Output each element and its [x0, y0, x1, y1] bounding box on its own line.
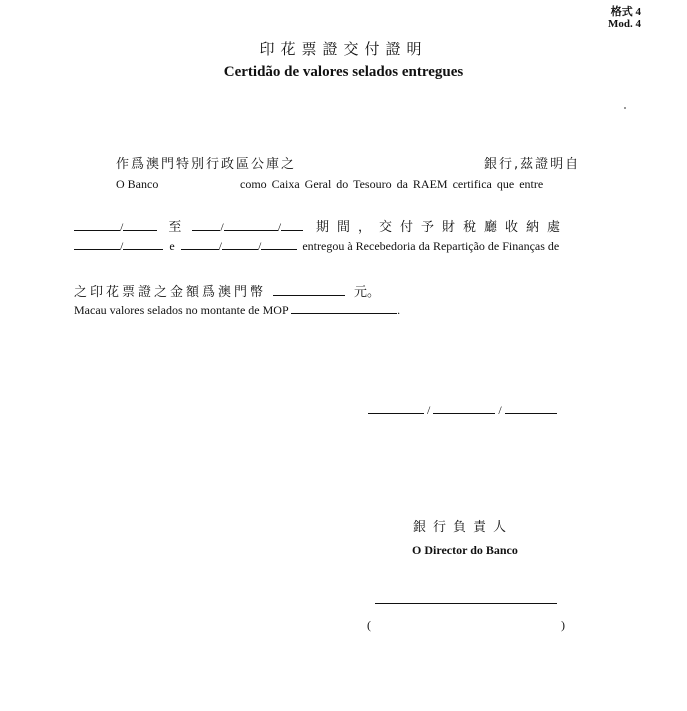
name-open-paren: ( [367, 618, 371, 632]
date-separator: / [277, 220, 282, 234]
currency-unit-zh: 元。 [354, 285, 381, 300]
bank-director-title-zh: 銀行負責人 [413, 520, 514, 535]
start-month-field-pt[interactable] [123, 239, 163, 250]
sign-month-field[interactable] [433, 403, 495, 414]
start-day-field[interactable] [74, 220, 120, 231]
name-close-paren: ) [561, 618, 565, 632]
date-separator: / [220, 220, 224, 234]
date-separator: / [120, 239, 124, 253]
signature-date-line [368, 403, 557, 418]
title-chinese: 印花票證交付證明 [259, 40, 428, 58]
end-month-field-pt[interactable] [222, 239, 258, 250]
form-code-pt: Mod. 4 [608, 18, 641, 30]
delivered-label-pt: entregou à Recebedoria da Repartição de Finanças de [302, 239, 560, 253]
period-label-zh: 期間，交付予財稅廳收納處 [316, 220, 569, 235]
start-month-field[interactable] [123, 220, 157, 231]
amount-pt-line [74, 303, 400, 318]
title-portuguese: Certidão de valores selados entregues [223, 64, 464, 80]
end-day-field-pt[interactable] [181, 239, 219, 250]
end-day-field[interactable] [192, 220, 220, 231]
date-range-pt-line [74, 239, 559, 254]
amount-zh-line [74, 281, 380, 300]
end-year-field[interactable] [281, 220, 303, 231]
form-code-zh: 格式 4 [610, 6, 641, 18]
date-range-zh-line [74, 216, 568, 235]
end-year-field-pt[interactable] [261, 239, 297, 250]
bank-director-title-pt: O Director do Banco [412, 543, 518, 557]
date-separator: / [120, 220, 124, 234]
printed-name-field[interactable] [374, 614, 558, 632]
end-month-field[interactable] [224, 220, 278, 231]
amount-field-pt[interactable] [291, 303, 397, 314]
paragraph1-pt-left: O Banco [116, 177, 159, 191]
and-label-pt: e [169, 239, 175, 253]
amount-label-zh: 之印花票證之金額爲澳門幣 [74, 285, 267, 300]
amount-period: . [397, 303, 401, 317]
signature-line[interactable] [375, 603, 557, 604]
sign-day-field[interactable] [368, 403, 424, 414]
date-separator: / [258, 239, 262, 253]
date-separator: / [498, 403, 502, 417]
start-day-field-pt[interactable] [74, 239, 120, 250]
amount-label-pt: Macau valores selados no montante de MOP [74, 303, 289, 317]
speck-mark [624, 107, 626, 109]
paragraph1-pt-right: como Caixa Geral do Tesouro da RAEM certifica que entre [240, 177, 544, 191]
date-separator: / [427, 403, 431, 417]
paragraph1-zh-left: 作爲澳門特別行政區公庫之 [116, 157, 297, 172]
to-label-zh: 至 [168, 220, 182, 235]
date-separator: / [218, 239, 223, 253]
paragraph1-zh-right: 銀行,茲證明自 [484, 157, 581, 172]
sign-year-field[interactable] [505, 403, 557, 414]
amount-field-zh[interactable] [273, 285, 345, 296]
